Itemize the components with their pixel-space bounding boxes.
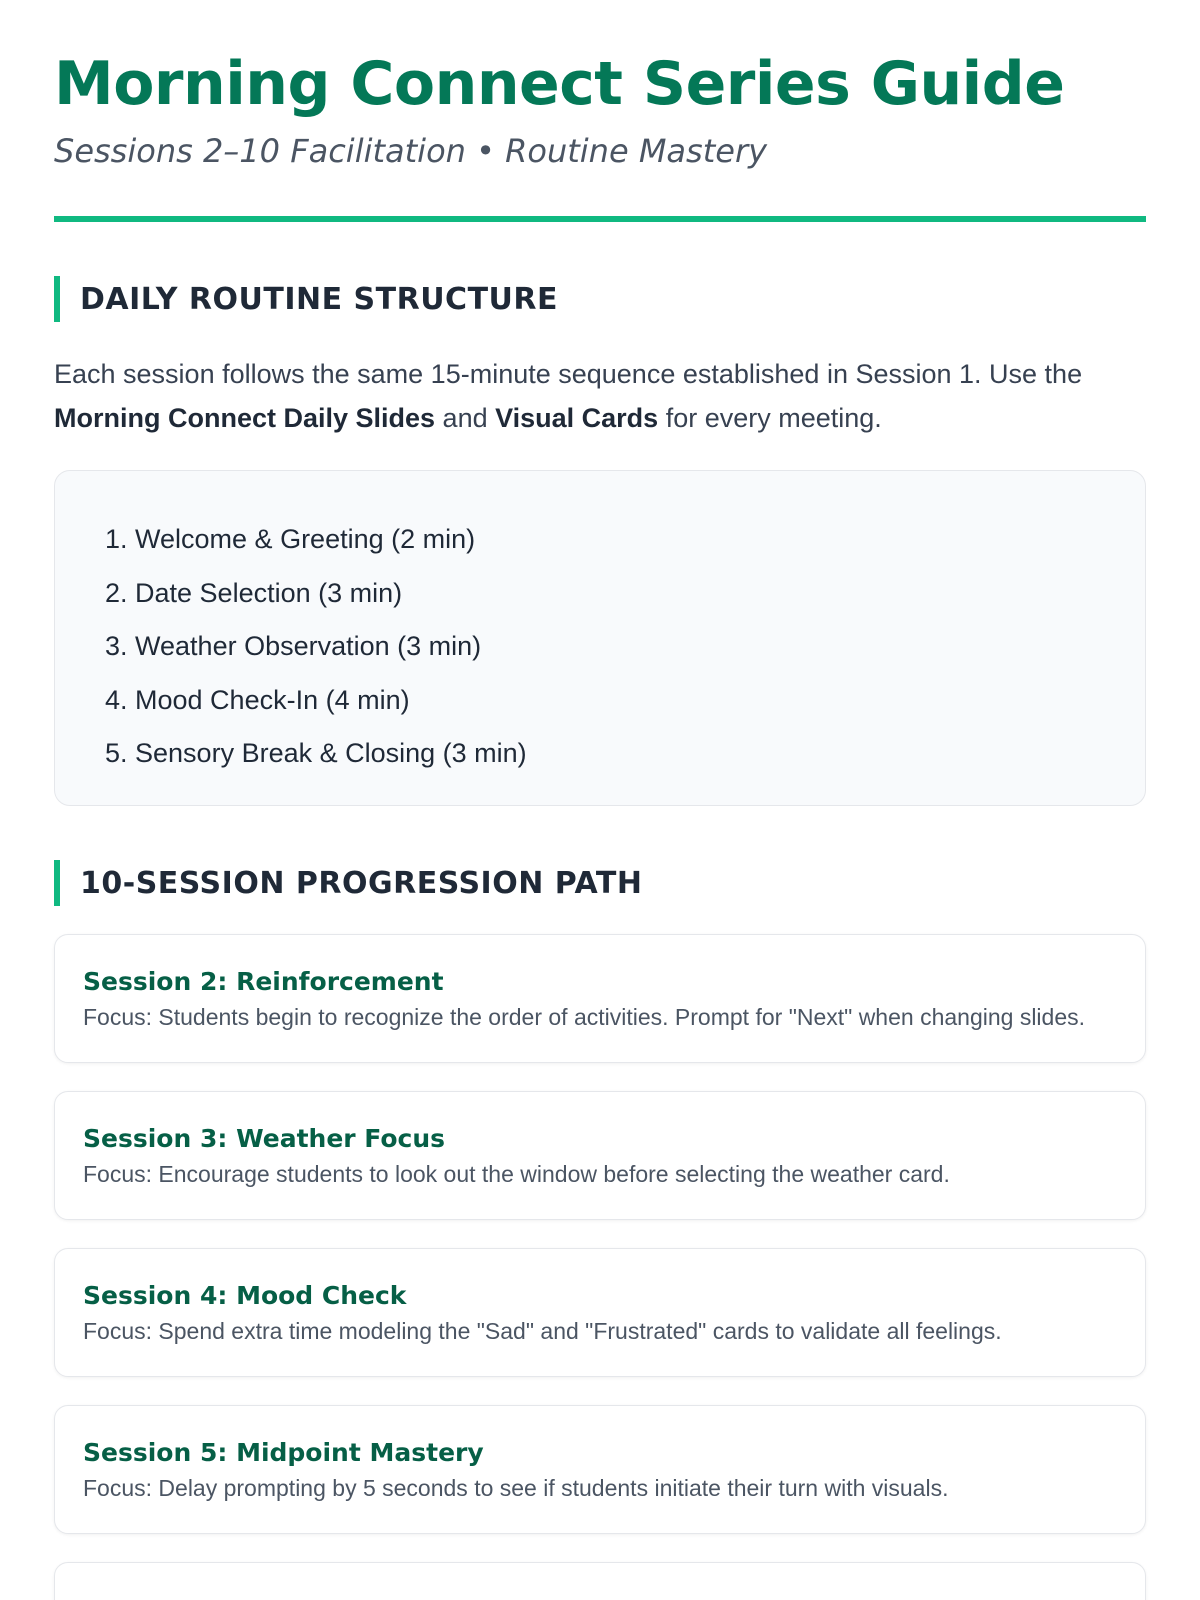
session-cards — [54, 934, 1146, 1600]
progression-heading-text: 10-SESSION PROGRESSION PATH — [80, 865, 643, 901]
session-focus: Focus: Delay prompting by 5 seconds to see if students initiate their turn with visuals. — [83, 1475, 949, 1502]
header-divider — [54, 216, 1146, 222]
session-title: Session 5: Midpoint Mastery — [83, 1438, 484, 1468]
session-card-partial — [54, 1562, 1146, 1600]
intro-text-3: for every meeting. — [658, 403, 882, 434]
intro-bold-slides: Morning Connect Daily Slides — [54, 403, 436, 434]
heading-accent-bar — [54, 860, 60, 906]
routine-step: 2. Date Selection (3 min) — [105, 577, 403, 608]
routine-step: 4. Mood Check-In (4 min) — [105, 684, 410, 715]
session-card — [54, 1248, 1146, 1377]
daily-routine-heading-text: DAILY ROUTINE STRUCTURE — [80, 281, 558, 317]
session-focus: Focus: Encourage students to look out the window before selecting the weather card. — [83, 1161, 950, 1188]
intro-text-1: Each session follows the same 15-minute sequence established in Session 1. Use the — [54, 359, 1083, 390]
routine-step: 5. Sensory Break & Closing (3 min) — [105, 738, 527, 769]
session-focus: Focus: Students begin to recognize the order of activities. Prompt for "Next" when changing slides. — [83, 1004, 1086, 1031]
heading-accent-bar — [54, 276, 60, 322]
routine-step: 1. Welcome & Greeting (2 min) — [105, 524, 476, 555]
routine-step: 3. Weather Observation (3 min) — [105, 631, 482, 662]
progression-heading — [54, 860, 1146, 906]
session-title: Session 4: Mood Check — [83, 1281, 407, 1311]
session-title: Session 2: Reinforcement — [83, 967, 444, 997]
routine-steps-box — [54, 470, 1146, 806]
session-title: Session 3: Weather Focus — [83, 1124, 446, 1154]
page-title: Morning Connect Series Guide — [54, 49, 1065, 119]
daily-routine-intro — [54, 352, 1146, 440]
session-focus: Focus: Spend extra time modeling the "Sad" and "Frustrated" cards to validate all feelings. — [83, 1318, 1002, 1345]
daily-routine-heading — [54, 276, 1146, 322]
intro-text-2: and — [435, 403, 496, 434]
intro-bold-cards: Visual Cards — [495, 403, 659, 434]
session-card — [54, 1091, 1146, 1220]
page-subtitle: Sessions 2–10 Facilitation • Routine Mastery — [54, 132, 768, 170]
session-card — [54, 934, 1146, 1063]
session-card — [54, 1405, 1146, 1534]
